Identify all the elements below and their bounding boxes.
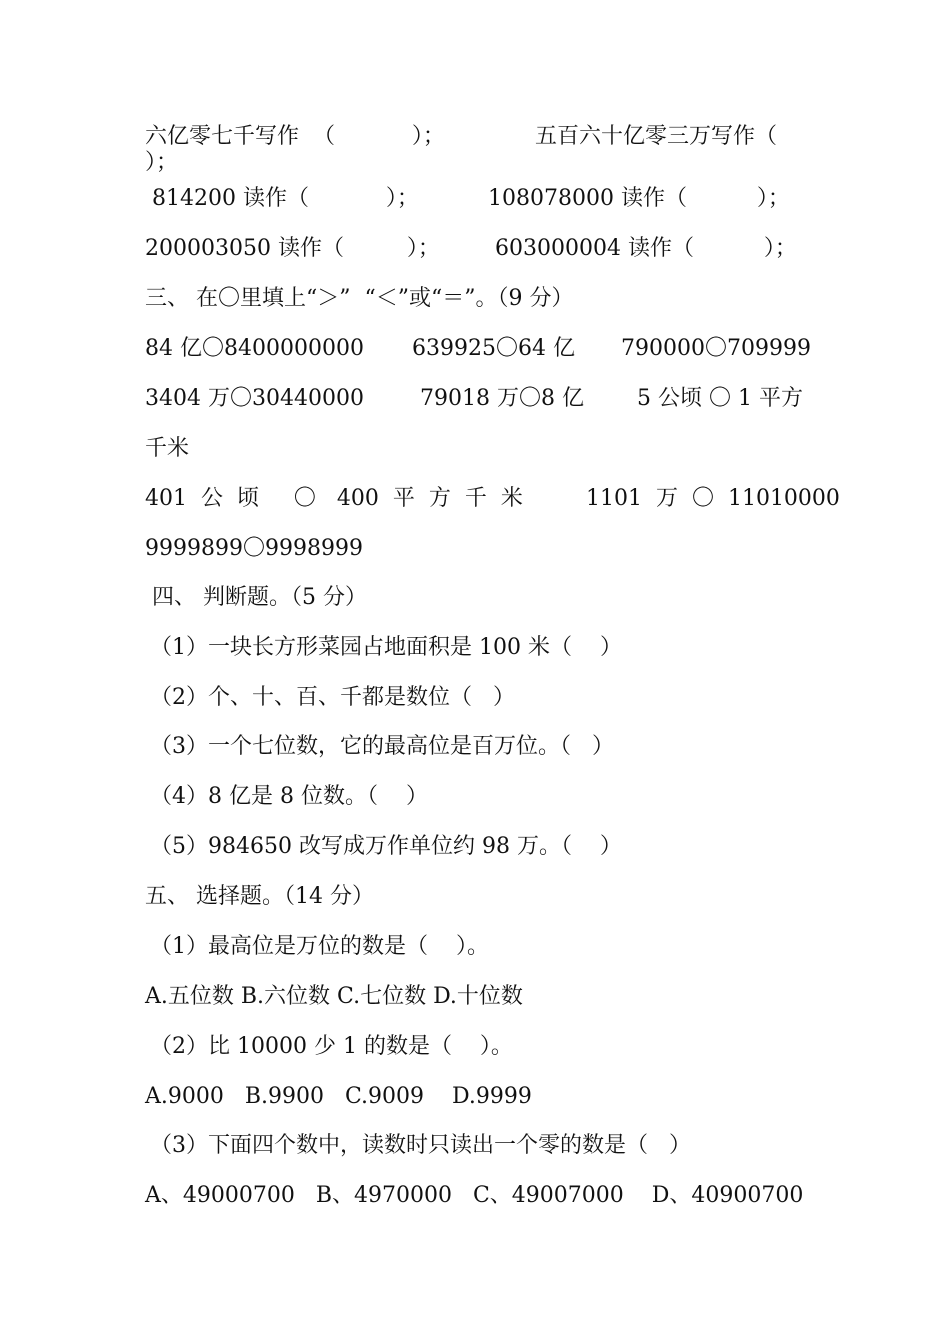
compare-item: 79018 万〇8 亿 <box>420 386 584 411</box>
compare-item: 790000〇709999 <box>621 336 811 361</box>
judge-item: （2）个、十、百、千都是数位（ ） <box>150 685 515 710</box>
judge-item: （1）一块长方形菜园占地面积是 100 米（ ） <box>150 635 622 660</box>
section-5-title: 五、 选择题。（14 分） <box>145 884 374 909</box>
write-line-1-cont: ）； <box>145 150 179 175</box>
write-item: 200003050 读作（ ）； <box>145 236 440 261</box>
choice-question: （2）比 10000 少 1 的数是（ ）。 <box>150 1034 513 1059</box>
compare-item: 401 公 顷 〇 400 平 方 千 米 <box>145 486 523 511</box>
write-item: 108078000 读作（ ）； <box>488 186 790 211</box>
write-item: 六亿零七千写作 （ ）； <box>145 124 445 149</box>
compare-item: 5 公顷 〇 1 平方 <box>637 386 803 411</box>
compare-row-2 <box>145 386 810 412</box>
choice-options: A.五位数 B.六位数 C.七位数 D.十位数 <box>145 984 523 1009</box>
compare-item: 84 亿〇8400000000 <box>145 336 364 361</box>
write-item: 五百六十亿零三万写作（ <box>535 124 778 149</box>
judge-item: （4）8 亿是 8 位数。（ ） <box>150 784 428 809</box>
choice-options: A.9000 B.9900 C.9009 D.9999 <box>145 1084 532 1109</box>
write-item: 814200 读作（ ）； <box>145 186 419 211</box>
compare-row-1 <box>145 336 810 362</box>
compare-item: 3404 万〇30440000 <box>145 386 364 411</box>
judge-item: （5）984650 改写成万作单位约 98 万。（ ） <box>150 834 622 859</box>
compare-row-2-cont: 千米 <box>145 436 190 461</box>
write-line-1 <box>145 124 810 150</box>
choice-question: （1）最高位是万位的数是（ ）。 <box>150 934 489 959</box>
judge-item: （3）一个七位数，它的最高位是百万位。（ ） <box>150 734 614 759</box>
compare-row-3 <box>145 486 840 512</box>
section-4-title: 四、 判断题。（5 分） <box>145 585 367 610</box>
write-item: 603000004 读作（ ）； <box>495 236 797 261</box>
write-line-2 <box>145 186 810 212</box>
write-line-3 <box>145 236 810 262</box>
choice-question: （3）下面四个数中，读数时只读出一个零的数是（ ） <box>150 1133 691 1158</box>
compare-item: 1101 万 〇 11010000 <box>586 486 840 511</box>
choice-options: A、49000700 B、4970000 C、49007000 D、40900700 <box>145 1183 804 1208</box>
compare-item: 639925〇64 亿 <box>412 336 575 361</box>
section-3-title: 三、 在〇里填上“＞” “＜”或“＝”。（9 分） <box>145 286 574 311</box>
compare-row-4: 9999899〇9998999 <box>145 536 363 561</box>
